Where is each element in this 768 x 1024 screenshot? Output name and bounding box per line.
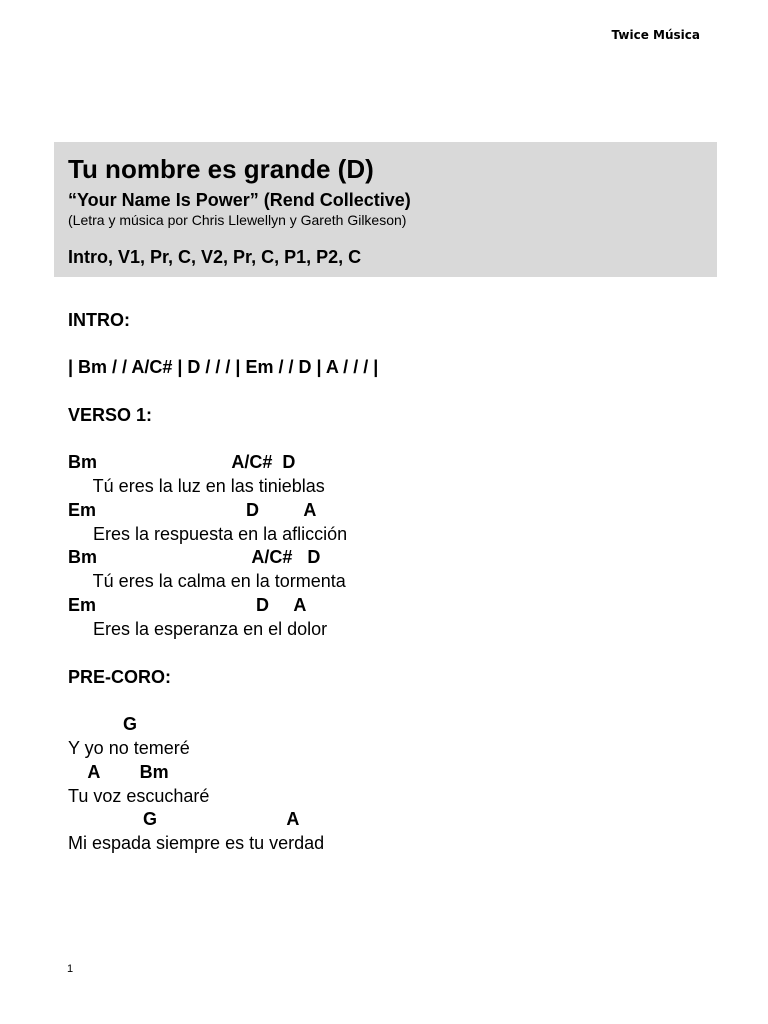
verse1-heading: VERSO 1: <box>68 405 153 425</box>
intro-progression: | Bm / / A/C# | D / / / | Em / / D | A / / / | <box>68 357 379 377</box>
brand-label: Twice Música <box>611 28 700 42</box>
chord-line: Bm A/C# D <box>68 452 296 472</box>
song-structure: Intro, V1, Pr, C, V2, Pr, C, P1, P2, C <box>68 247 362 267</box>
chord-line: Em D A <box>68 500 317 520</box>
lyric-line: Tu voz escucharé <box>68 786 210 806</box>
chord-line: A Bm <box>68 762 169 782</box>
prechorus-heading: PRE-CORO: <box>68 667 171 687</box>
chord-line: Bm A/C# D <box>68 547 321 567</box>
page-number: 1 <box>67 963 74 975</box>
song-title: Tu nombre es grande (D) <box>68 154 374 184</box>
lyric-line: Eres la esperanza en el dolor <box>68 619 328 639</box>
chord-line: G <box>68 714 138 734</box>
song-credits: (Letra y música por Chris Llewellyn y Gareth Gilkeson) <box>68 212 407 228</box>
lyric-line: Eres la respuesta en la aflicción <box>68 524 348 544</box>
lyric-line: Tú eres la luz en las tinieblas <box>68 476 325 496</box>
lyric-line: Y yo no temeré <box>68 738 190 758</box>
song-subtitle: “Your Name Is Power” (Rend Collective) <box>68 190 411 210</box>
chord-line: Em D A <box>68 595 307 615</box>
intro-heading: INTRO: <box>68 310 130 330</box>
chord-line: G A <box>68 809 300 829</box>
song-header <box>54 142 717 277</box>
lyric-line: Mi espada siempre es tu verdad <box>68 833 325 853</box>
lyric-line: Tú eres la calma en la tormenta <box>68 571 346 591</box>
